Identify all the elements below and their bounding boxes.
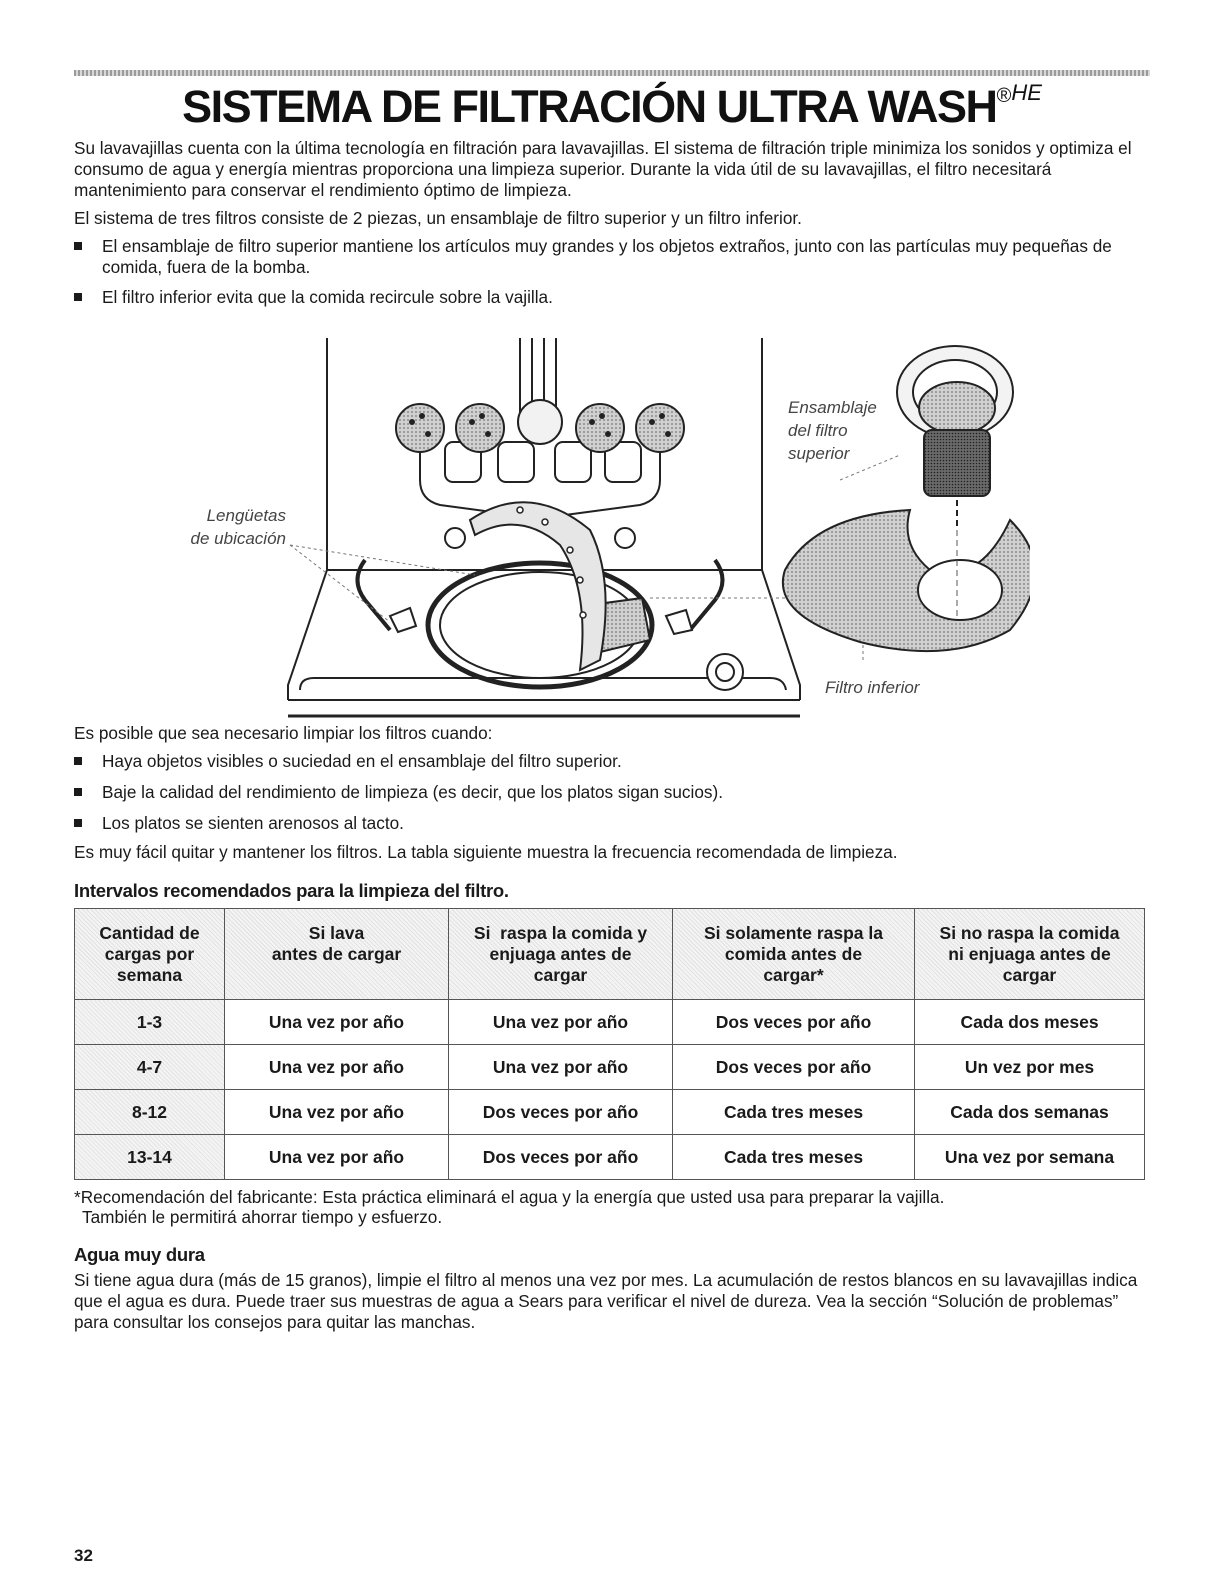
system-paragraph: El sistema de tres filtros consiste de 2 piezas, un ensamblaje de filtro superior y un filtro inferior. [74, 208, 802, 228]
intro-paragraph: Su lavavajillas cuenta con la última tecnología en filtración para lavavajillas. El sistema de filtración triple minimiza los sonidos y optimiza el consumo de agua y energía mientras proporciona una limpieza superior. Durante la vida útil de su lavavajillas, el filtro necesitará mantenimiento para conservar el rendimiento óptimo de limpieza. [74, 138, 1132, 200]
header-wash-before [225, 909, 449, 1000]
table-cell: 8-12 [75, 1090, 225, 1135]
callout-line: del filtro [788, 421, 848, 440]
page-number: 32 [74, 1546, 93, 1565]
hard-water-heading: Agua muy dura [74, 1244, 205, 1265]
callout-line: de ubicación [190, 529, 286, 548]
header-line: Si solamente raspa la [704, 922, 883, 943]
header-line: comida antes de [724, 943, 863, 964]
table-heading: Intervalos recomendados para la limpieza del filtro. [74, 880, 509, 901]
table-cell: 1-3 [75, 1000, 225, 1045]
table-cell: 4-7 [75, 1045, 225, 1090]
label-locating-tabs [186, 504, 286, 550]
header-line: semana [116, 964, 183, 985]
table-cell: Una vez por semana [915, 1135, 1145, 1180]
page-title [0, 80, 1224, 133]
table-row [75, 1135, 1145, 1180]
table-cell: Cada dos meses [915, 1000, 1145, 1045]
hard-water-text: Si tiene agua dura (más de 15 granos), limpie el filtro al menos una vez por mes. La acumulación de restos blancos en su lavavajillas indica que el agua es dura. Puede traer sus muestras de agua a Sears para verificar el nivel de dureza. Vea la sección “Solución de problemas” para consultar los consejos para quitar las manchas. [74, 1270, 1138, 1332]
title-suffix: HE [1011, 80, 1042, 105]
filter-illustration [190, 330, 1030, 730]
easy-maintenance-text: Es muy fácil quitar y mantener los filtros. La tabla siguiente muestra la frecuencia recomendada de limpieza. [74, 842, 898, 862]
table-cell: Una vez por año [225, 1000, 449, 1045]
header-line: Cantidad de [99, 922, 200, 943]
header-line: Si raspa la comida y [473, 922, 648, 943]
header-line: ni enjuaga antes de [948, 943, 1111, 964]
header-line: enjuaga antes de [489, 943, 632, 964]
header-line: Si lava [308, 922, 365, 943]
table-cell: 13-14 [75, 1135, 225, 1180]
table-cell: Una vez por año [225, 1135, 449, 1180]
table-row [75, 1090, 1145, 1135]
table-cell: Dos veces por año [673, 1045, 915, 1090]
table-row [75, 1000, 1145, 1045]
table-cell: Una vez por año [225, 1090, 449, 1135]
header-line: cargas por [104, 943, 195, 964]
cleaning-interval-table [74, 908, 1145, 1180]
clean-when-text: Es posible que sea necesario limpiar los filtros cuando: [74, 723, 493, 743]
title-text: SISTEMA DE FILTRACIÓN ULTRA WASH [182, 81, 997, 132]
table-cell: Dos veces por año [673, 1000, 915, 1045]
list-item: Haya objetos visibles o suciedad en el ensamblaje del filtro superior. [74, 751, 1152, 772]
footnote-line-2: También le permitirá ahorrar tiempo y esfuerzo. [82, 1207, 443, 1227]
list-item: Baje la calidad del rendimiento de limpieza (es decir, que los platos sigan sucios). [74, 782, 1152, 803]
header-line: cargar [533, 964, 588, 985]
table-cell: Cada tres meses [673, 1090, 915, 1135]
label-upper-filter [788, 396, 877, 465]
header-scrape-rinse [449, 909, 673, 1000]
header-line: antes de cargar [271, 943, 402, 964]
footnote-line-1: *Recomendación del fabricante: Esta práctica eliminará el agua y la energía que usted usa para preparar la vajilla. [74, 1187, 945, 1207]
table-cell: Cada tres meses [673, 1135, 915, 1180]
callout-line: Ensamblaje [788, 398, 877, 417]
header-scrape-only [673, 909, 915, 1000]
table-cell: Una vez por año [225, 1045, 449, 1090]
header-no-scrape [915, 909, 1145, 1000]
table-cell: Un vez por mes [915, 1045, 1145, 1090]
callout-line: superior [788, 444, 850, 463]
table-row [75, 1045, 1145, 1090]
list-item: El ensamblaje de filtro superior mantiene los artículos muy grandes y los objetos extraños, junto con las partículas muy pequeñas de comida, fuera de la bomba. [74, 236, 1152, 278]
header-line: Si no raspa la comida [939, 922, 1120, 943]
table-cell: Dos veces por año [449, 1135, 673, 1180]
label-lower-filter: Filtro inferior [825, 678, 920, 697]
dishwasher-filter-diagram [270, 330, 1030, 730]
callout-line: Lengüetas [206, 506, 286, 525]
table-header-row [75, 909, 1145, 1000]
header-line: cargar [1002, 964, 1057, 985]
table-cell: Cada dos semanas [915, 1090, 1145, 1135]
header-loads-per-week [75, 909, 225, 1000]
list-item: El filtro inferior evita que la comida recircule sobre la vajilla. [74, 287, 1152, 308]
registered-mark: ® [996, 85, 1012, 107]
table-cell: Una vez por año [449, 1000, 673, 1045]
table-cell: Dos veces por año [449, 1090, 673, 1135]
list-item: Los platos se sienten arenosos al tacto. [74, 813, 1152, 834]
table-cell: Una vez por año [449, 1045, 673, 1090]
header-line: cargar* [763, 964, 824, 985]
header-rule [74, 70, 1150, 76]
